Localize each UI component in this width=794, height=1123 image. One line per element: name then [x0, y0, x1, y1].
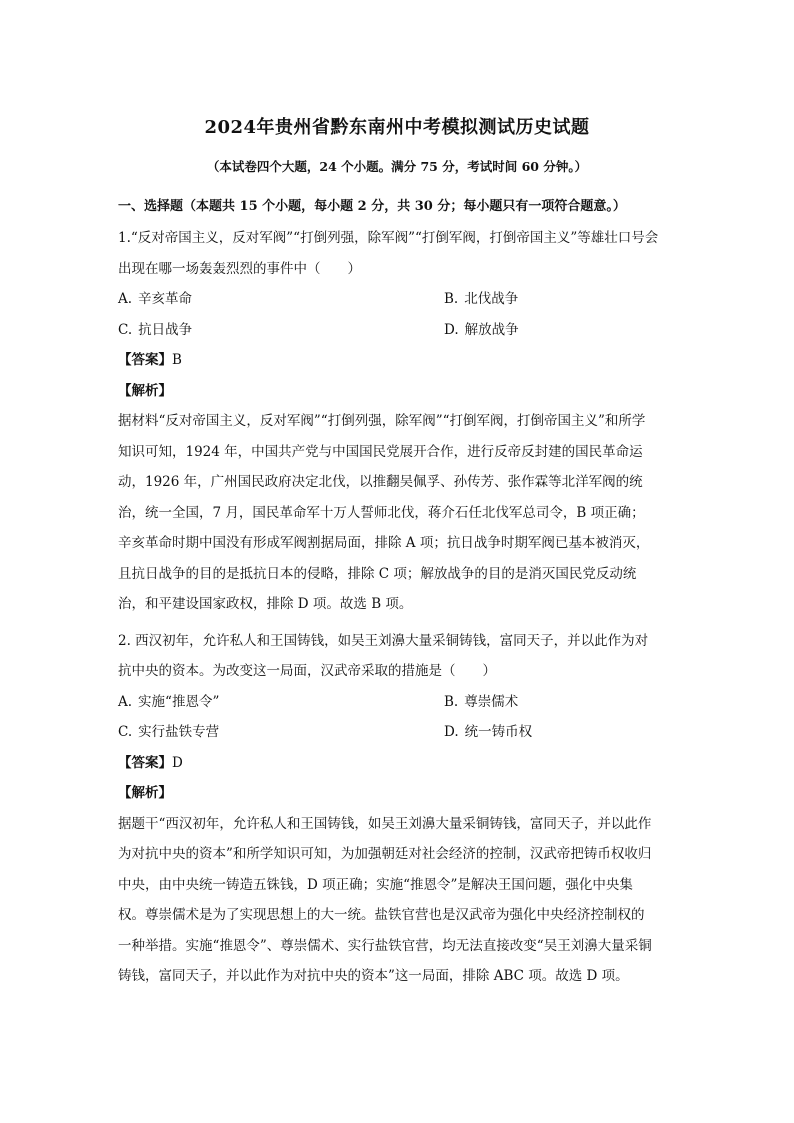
- option-letter: A.: [118, 291, 133, 307]
- option-d: [444, 717, 674, 748]
- analysis-text-line: 为对抗中央的资本”和所学知识可知，为加强朝廷对社会经济的控制，汉武帝把铸币权收归: [118, 846, 652, 862]
- option-letter: D.: [444, 724, 459, 740]
- analysis-text-line: 一种举措。实施“推恩令”、尊崇儒术、实行盐铁官营，均无法直接改变“吴王刘濞大量采铜: [118, 937, 652, 954]
- option-letter: C.: [118, 724, 133, 740]
- question-stem-line: 1.“反对帝国主义，反对军阀”“打倒列强，除军阀”“打倒军阀，打倒帝国主义”等雄壮口号会: [118, 230, 659, 246]
- analysis-text-line: 知识可知，1924 年，中国共产党与中国国民党展开合作，进行反帝反封建的国民革命运: [118, 443, 643, 460]
- question-2: [118, 626, 676, 992]
- question-stem-line: 抗中央的资本。为改变这一局面，汉武帝采取的措施是（ ）: [118, 663, 496, 679]
- question-stem-line: 2. 西汉初年，允许私人和王国铸钱，如吴王刘濞大量采铜铸钱，富同天子，并以此作为对: [118, 632, 649, 649]
- option-b: [444, 687, 674, 718]
- answer-value: D: [172, 754, 183, 771]
- option-text: 实行盐铁专营: [138, 724, 220, 740]
- analysis-line: [118, 778, 676, 809]
- option-text: 尊崇儒术: [464, 693, 519, 710]
- option-text: 统一铸币权: [464, 724, 533, 740]
- analysis-text-line: 且抗日战争的目的是抵抗日本的侵略，排除 C 项；解放战争的目的是消灭国民党反动统: [118, 565, 637, 582]
- option-letter: D.: [444, 321, 459, 338]
- option-b: [444, 284, 674, 315]
- analysis-line: [118, 376, 676, 407]
- option-letter: C.: [118, 321, 133, 338]
- analysis-text-line: 据题干“西汉初年，允许私人和王国铸钱，如吴王刘濞大量采铜铸钱，富同天子，并以此作: [118, 815, 652, 832]
- options-list: [118, 284, 676, 345]
- option-text: 实施“推恩令”: [138, 693, 220, 710]
- option-letter: B.: [444, 291, 459, 307]
- analysis-text-line: 中央，由中央统一铸造五铢钱，D 项正确；实施“推恩令”是解决王国问题，强化中央集: [118, 876, 633, 893]
- answer-tag: 【答案】: [118, 754, 172, 771]
- option-a: [118, 284, 444, 315]
- option-letter: B.: [444, 693, 459, 710]
- section-heading: 一、选择题（本题共 15 个小题，每小题 2 分，共 30 分；每小题只有一项符合题意。）: [118, 199, 626, 214]
- document-title: 2024年贵州省黔东南州中考模拟测试历史试题: [204, 117, 590, 138]
- option-a: [118, 687, 444, 718]
- options-list: [118, 687, 676, 748]
- option-c: [118, 315, 444, 346]
- analysis-text-line: 动，1926 年，广州国民政府决定北伐，以推翻吴佩孚、孙传芳、张作霖等北洋军阀的统: [118, 474, 643, 490]
- option-letter: A.: [118, 693, 133, 710]
- option-c: [118, 717, 444, 748]
- question-1: [118, 223, 676, 620]
- analysis-text-line: 治，统一全国，7 月，国民革命军十万人誓师北伐，蒋介石任北伐军总司令，B 项正确；: [118, 504, 645, 521]
- analysis-text-line: 治，和平建设国家政权，排除 D 项。故选 B 项。: [118, 596, 413, 612]
- analysis-text-line: 铸钱，富同天子，并以此作为对抗中央的资本”这一局面，排除 ABC 项。故选 D 项。: [118, 968, 629, 984]
- analysis-text-line: 辛亥革命时期中国没有形成军阀割据局面，排除 A 项；抗日战争时期军阀已基本被消灭，: [118, 535, 650, 551]
- answer-value: B: [172, 352, 182, 368]
- analysis-text-line: 据材料“反对帝国主义，反对军阀”“打倒列强，除军阀”“打倒军阀，打倒帝国主义”和所学: [118, 413, 646, 429]
- analysis-text-line: 权。尊崇儒术是为了实现思想上的大一统。盐铁官营也是汉武帝为强化中央经济控制权的: [118, 907, 645, 923]
- option-d: [444, 315, 674, 346]
- option-text: 辛亥革命: [138, 291, 193, 307]
- answer-line: [118, 748, 676, 779]
- question-stem-line: 出现在哪一场轰轰烈烈的事件中（ ）: [118, 260, 361, 277]
- document-subtitle: （本试卷四个大题，24 个小题。满分 75 分，考试时间 60 分钟。）: [206, 159, 588, 174]
- option-text: 北伐战争: [464, 291, 519, 307]
- analysis-tag: 【解析】: [118, 382, 172, 399]
- analysis-tag: 【解析】: [118, 785, 172, 801]
- option-text: 解放战争: [464, 321, 519, 338]
- answer-tag: 【答案】: [118, 352, 172, 368]
- answer-line: [118, 345, 676, 376]
- option-text: 抗日战争: [138, 321, 193, 338]
